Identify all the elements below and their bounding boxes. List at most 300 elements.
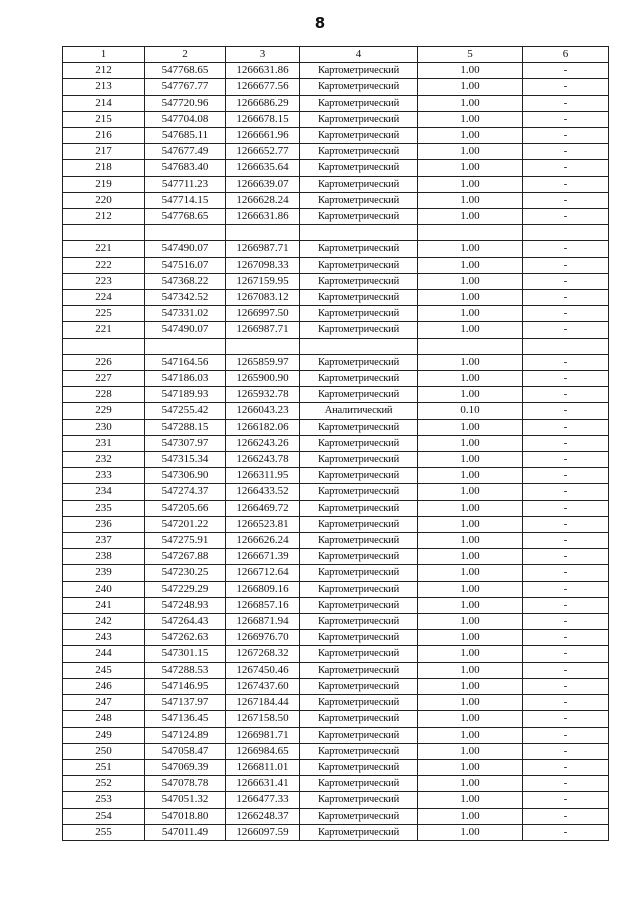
x-coordinate-cell: 547124.89 bbox=[145, 727, 226, 743]
point-number-cell: 217 bbox=[63, 144, 145, 160]
accuracy-cell: 1.00 bbox=[418, 160, 523, 176]
point-number-cell: 215 bbox=[63, 111, 145, 127]
y-coordinate-cell: 1266631.86 bbox=[226, 63, 300, 79]
table-row bbox=[63, 565, 609, 581]
note-cell: - bbox=[523, 144, 609, 160]
accuracy-cell: 1.00 bbox=[418, 533, 523, 549]
y-coordinate-cell: 1266811.01 bbox=[226, 759, 300, 775]
y-coordinate-cell: 1266523.81 bbox=[226, 516, 300, 532]
y-coordinate-cell: 1266809.16 bbox=[226, 581, 300, 597]
y-coordinate-cell: 1266243.26 bbox=[226, 435, 300, 451]
method-cell: Картометрический bbox=[300, 695, 418, 711]
x-coordinate-cell: 547301.15 bbox=[145, 646, 226, 662]
note-cell: - bbox=[523, 695, 609, 711]
method-cell: Картометрический bbox=[300, 63, 418, 79]
table-row bbox=[63, 257, 609, 273]
x-coordinate-cell: 547205.66 bbox=[145, 500, 226, 516]
coordinates-table bbox=[62, 46, 609, 841]
y-coordinate-cell: 1267268.32 bbox=[226, 646, 300, 662]
note-cell: - bbox=[523, 500, 609, 516]
point-number-cell bbox=[63, 225, 145, 241]
accuracy-cell: 1.00 bbox=[418, 387, 523, 403]
accuracy-cell: 1.00 bbox=[418, 209, 523, 225]
point-number-cell: 218 bbox=[63, 160, 145, 176]
method-cell: Картометрический bbox=[300, 79, 418, 95]
point-number-cell: 252 bbox=[63, 776, 145, 792]
x-coordinate-cell: 547767.77 bbox=[145, 79, 226, 95]
point-number-cell: 220 bbox=[63, 192, 145, 208]
method-cell: Картометрический bbox=[300, 549, 418, 565]
accuracy-cell: 1.00 bbox=[418, 662, 523, 678]
method-cell: Картометрический bbox=[300, 468, 418, 484]
point-number-cell: 251 bbox=[63, 759, 145, 775]
method-cell bbox=[300, 338, 418, 354]
x-coordinate-cell: 547315.34 bbox=[145, 452, 226, 468]
y-coordinate-cell: 1267098.33 bbox=[226, 257, 300, 273]
table-row bbox=[63, 630, 609, 646]
accuracy-cell: 1.00 bbox=[418, 549, 523, 565]
note-cell: - bbox=[523, 176, 609, 192]
accuracy-cell: 1.00 bbox=[418, 678, 523, 694]
table-row bbox=[63, 144, 609, 160]
y-coordinate-cell: 1266987.71 bbox=[226, 241, 300, 257]
x-coordinate-cell: 547248.93 bbox=[145, 597, 226, 613]
table-row bbox=[63, 678, 609, 694]
method-cell: Картометрический bbox=[300, 354, 418, 370]
method-cell: Картометрический bbox=[300, 808, 418, 824]
method-cell: Картометрический bbox=[300, 452, 418, 468]
x-coordinate-cell: 547288.53 bbox=[145, 662, 226, 678]
accuracy-cell: 1.00 bbox=[418, 452, 523, 468]
point-number-cell: 249 bbox=[63, 727, 145, 743]
y-coordinate-cell: 1267159.95 bbox=[226, 273, 300, 289]
note-cell bbox=[523, 338, 609, 354]
x-coordinate-cell: 547342.52 bbox=[145, 290, 226, 306]
table-row bbox=[63, 727, 609, 743]
method-cell: Картометрический bbox=[300, 387, 418, 403]
point-number-cell: 239 bbox=[63, 565, 145, 581]
table-row bbox=[63, 403, 609, 419]
table-row bbox=[63, 824, 609, 840]
point-number-cell: 232 bbox=[63, 452, 145, 468]
y-coordinate-cell: 1266981.71 bbox=[226, 727, 300, 743]
accuracy-cell: 1.00 bbox=[418, 808, 523, 824]
point-number-cell: 224 bbox=[63, 290, 145, 306]
y-coordinate-cell: 1266433.52 bbox=[226, 484, 300, 500]
note-cell: - bbox=[523, 597, 609, 613]
table-row bbox=[63, 241, 609, 257]
note-cell: - bbox=[523, 808, 609, 824]
table-row bbox=[63, 306, 609, 322]
table-row bbox=[63, 662, 609, 678]
y-coordinate-cell: 1266477.33 bbox=[226, 792, 300, 808]
note-cell: - bbox=[523, 533, 609, 549]
accuracy-cell: 1.00 bbox=[418, 371, 523, 387]
accuracy-cell: 1.00 bbox=[418, 597, 523, 613]
x-coordinate-cell: 547307.97 bbox=[145, 435, 226, 451]
table-row bbox=[63, 354, 609, 370]
y-coordinate-cell: 1266635.64 bbox=[226, 160, 300, 176]
y-coordinate-cell: 1266997.50 bbox=[226, 306, 300, 322]
table-row bbox=[63, 614, 609, 630]
table-row bbox=[63, 371, 609, 387]
point-number-cell: 213 bbox=[63, 79, 145, 95]
note-cell: - bbox=[523, 549, 609, 565]
y-coordinate-cell: 1266652.77 bbox=[226, 144, 300, 160]
header-cell: 5 bbox=[418, 47, 523, 63]
accuracy-cell bbox=[418, 225, 523, 241]
accuracy-cell: 1.00 bbox=[418, 176, 523, 192]
y-coordinate-cell: 1266678.15 bbox=[226, 111, 300, 127]
table-row bbox=[63, 500, 609, 516]
note-cell: - bbox=[523, 435, 609, 451]
accuracy-cell: 1.00 bbox=[418, 630, 523, 646]
table-row bbox=[63, 95, 609, 111]
x-coordinate-cell: 547229.29 bbox=[145, 581, 226, 597]
point-number-cell: 244 bbox=[63, 646, 145, 662]
table-row bbox=[63, 63, 609, 79]
table-row bbox=[63, 419, 609, 435]
table-row bbox=[63, 209, 609, 225]
table-body bbox=[63, 63, 609, 841]
y-coordinate-cell: 1266628.24 bbox=[226, 192, 300, 208]
y-coordinate-cell: 1265900.90 bbox=[226, 371, 300, 387]
method-cell: Картометрический bbox=[300, 614, 418, 630]
point-number-cell: 245 bbox=[63, 662, 145, 678]
point-number-cell: 234 bbox=[63, 484, 145, 500]
x-coordinate-cell: 547011.49 bbox=[145, 824, 226, 840]
y-coordinate-cell: 1266631.41 bbox=[226, 776, 300, 792]
point-number-cell: 214 bbox=[63, 95, 145, 111]
method-cell: Картометрический bbox=[300, 371, 418, 387]
point-number-cell: 250 bbox=[63, 743, 145, 759]
header-row bbox=[63, 47, 609, 63]
x-coordinate-cell: 547164.56 bbox=[145, 354, 226, 370]
table-row bbox=[63, 111, 609, 127]
x-coordinate-cell: 547677.49 bbox=[145, 144, 226, 160]
y-coordinate-cell: 1266686.29 bbox=[226, 95, 300, 111]
method-cell: Картометрический bbox=[300, 516, 418, 532]
note-cell: - bbox=[523, 516, 609, 532]
table-row bbox=[63, 273, 609, 289]
accuracy-cell: 1.00 bbox=[418, 565, 523, 581]
x-coordinate-cell: 547146.95 bbox=[145, 678, 226, 694]
method-cell: Картометрический bbox=[300, 711, 418, 727]
y-coordinate-cell: 1266976.70 bbox=[226, 630, 300, 646]
x-coordinate-cell: 547704.08 bbox=[145, 111, 226, 127]
header-cell: 6 bbox=[523, 47, 609, 63]
y-coordinate-cell: 1267158.50 bbox=[226, 711, 300, 727]
point-number-cell: 235 bbox=[63, 500, 145, 516]
x-coordinate-cell: 547069.39 bbox=[145, 759, 226, 775]
x-coordinate-cell: 547490.07 bbox=[145, 241, 226, 257]
note-cell: - bbox=[523, 759, 609, 775]
accuracy-cell: 1.00 bbox=[418, 128, 523, 144]
header-cell: 4 bbox=[300, 47, 418, 63]
accuracy-cell: 0.10 bbox=[418, 403, 523, 419]
accuracy-cell: 1.00 bbox=[418, 144, 523, 160]
x-coordinate-cell: 547714.15 bbox=[145, 192, 226, 208]
x-coordinate-cell: 547711.23 bbox=[145, 176, 226, 192]
note-cell: - bbox=[523, 95, 609, 111]
method-cell: Картометрический bbox=[300, 257, 418, 273]
table-row bbox=[63, 176, 609, 192]
note-cell: - bbox=[523, 128, 609, 144]
point-number-cell: 243 bbox=[63, 630, 145, 646]
point-number-cell: 242 bbox=[63, 614, 145, 630]
point-number-cell: 223 bbox=[63, 273, 145, 289]
accuracy-cell: 1.00 bbox=[418, 484, 523, 500]
accuracy-cell: 1.00 bbox=[418, 759, 523, 775]
table-row bbox=[63, 225, 609, 241]
x-coordinate-cell: 547186.03 bbox=[145, 371, 226, 387]
y-coordinate-cell: 1266311.95 bbox=[226, 468, 300, 484]
x-coordinate-cell: 547368.22 bbox=[145, 273, 226, 289]
accuracy-cell: 1.00 bbox=[418, 95, 523, 111]
point-number-cell: 222 bbox=[63, 257, 145, 273]
x-coordinate-cell: 547201.22 bbox=[145, 516, 226, 532]
y-coordinate-cell bbox=[226, 338, 300, 354]
note-cell: - bbox=[523, 111, 609, 127]
x-coordinate-cell: 547306.90 bbox=[145, 468, 226, 484]
point-number-cell: 225 bbox=[63, 306, 145, 322]
y-coordinate-cell: 1266182.06 bbox=[226, 419, 300, 435]
method-cell: Картометрический bbox=[300, 824, 418, 840]
header-cell: 3 bbox=[226, 47, 300, 63]
y-coordinate-cell: 1266661.96 bbox=[226, 128, 300, 144]
table-row bbox=[63, 79, 609, 95]
y-coordinate-cell: 1266639.07 bbox=[226, 176, 300, 192]
table-row bbox=[63, 435, 609, 451]
x-coordinate-cell: 547078.78 bbox=[145, 776, 226, 792]
note-cell: - bbox=[523, 743, 609, 759]
method-cell: Картометрический bbox=[300, 500, 418, 516]
table-row bbox=[63, 290, 609, 306]
note-cell: - bbox=[523, 371, 609, 387]
table-row bbox=[63, 581, 609, 597]
note-cell: - bbox=[523, 403, 609, 419]
point-number-cell: 237 bbox=[63, 533, 145, 549]
note-cell: - bbox=[523, 581, 609, 597]
y-coordinate-cell: 1266248.37 bbox=[226, 808, 300, 824]
note-cell: - bbox=[523, 387, 609, 403]
x-coordinate-cell: 547018.80 bbox=[145, 808, 226, 824]
method-cell: Картометрический bbox=[300, 597, 418, 613]
x-coordinate-cell: 547264.43 bbox=[145, 614, 226, 630]
point-number-cell: 247 bbox=[63, 695, 145, 711]
x-coordinate-cell: 547230.25 bbox=[145, 565, 226, 581]
accuracy-cell: 1.00 bbox=[418, 290, 523, 306]
table-row bbox=[63, 128, 609, 144]
accuracy-cell: 1.00 bbox=[418, 63, 523, 79]
table-row bbox=[63, 387, 609, 403]
y-coordinate-cell: 1267083.12 bbox=[226, 290, 300, 306]
note-cell: - bbox=[523, 241, 609, 257]
accuracy-cell: 1.00 bbox=[418, 111, 523, 127]
point-number-cell: 233 bbox=[63, 468, 145, 484]
y-coordinate-cell: 1266631.86 bbox=[226, 209, 300, 225]
table-row bbox=[63, 646, 609, 662]
point-number-cell: 216 bbox=[63, 128, 145, 144]
method-cell: Картометрический bbox=[300, 678, 418, 694]
note-cell: - bbox=[523, 419, 609, 435]
table-row bbox=[63, 549, 609, 565]
note-cell: - bbox=[523, 824, 609, 840]
x-coordinate-cell: 547136.45 bbox=[145, 711, 226, 727]
method-cell: Картометрический bbox=[300, 176, 418, 192]
y-coordinate-cell: 1266469.72 bbox=[226, 500, 300, 516]
note-cell: - bbox=[523, 273, 609, 289]
note-cell: - bbox=[523, 678, 609, 694]
point-number-cell: 228 bbox=[63, 387, 145, 403]
x-coordinate-cell: 547189.93 bbox=[145, 387, 226, 403]
method-cell: Картометрический bbox=[300, 792, 418, 808]
accuracy-cell: 1.00 bbox=[418, 500, 523, 516]
note-cell: - bbox=[523, 290, 609, 306]
method-cell: Картометрический bbox=[300, 322, 418, 338]
accuracy-cell: 1.00 bbox=[418, 727, 523, 743]
point-number-cell: 219 bbox=[63, 176, 145, 192]
x-coordinate-cell bbox=[145, 338, 226, 354]
note-cell: - bbox=[523, 630, 609, 646]
note-cell: - bbox=[523, 727, 609, 743]
accuracy-cell: 1.00 bbox=[418, 516, 523, 532]
method-cell: Картометрический bbox=[300, 646, 418, 662]
y-coordinate-cell: 1266243.78 bbox=[226, 452, 300, 468]
table-row bbox=[63, 711, 609, 727]
accuracy-cell: 1.00 bbox=[418, 743, 523, 759]
method-cell: Картометрический bbox=[300, 662, 418, 678]
y-coordinate-cell: 1266871.94 bbox=[226, 614, 300, 630]
table-row bbox=[63, 516, 609, 532]
accuracy-cell: 1.00 bbox=[418, 435, 523, 451]
point-number-cell: 229 bbox=[63, 403, 145, 419]
accuracy-cell: 1.00 bbox=[418, 711, 523, 727]
y-coordinate-cell: 1267184.44 bbox=[226, 695, 300, 711]
x-coordinate-cell: 547275.91 bbox=[145, 533, 226, 549]
method-cell: Картометрический bbox=[300, 533, 418, 549]
table-row bbox=[63, 322, 609, 338]
y-coordinate-cell: 1265859.97 bbox=[226, 354, 300, 370]
x-coordinate-cell: 547331.02 bbox=[145, 306, 226, 322]
point-number-cell: 226 bbox=[63, 354, 145, 370]
note-cell: - bbox=[523, 646, 609, 662]
x-coordinate-cell: 547051.32 bbox=[145, 792, 226, 808]
table-row bbox=[63, 192, 609, 208]
accuracy-cell: 1.00 bbox=[418, 257, 523, 273]
accuracy-cell: 1.00 bbox=[418, 322, 523, 338]
y-coordinate-cell: 1266677.56 bbox=[226, 79, 300, 95]
x-coordinate-cell: 547768.65 bbox=[145, 209, 226, 225]
point-number-cell: 227 bbox=[63, 371, 145, 387]
note-cell: - bbox=[523, 452, 609, 468]
accuracy-cell: 1.00 bbox=[418, 824, 523, 840]
point-number-cell: 241 bbox=[63, 597, 145, 613]
x-coordinate-cell: 547516.07 bbox=[145, 257, 226, 273]
note-cell: - bbox=[523, 468, 609, 484]
table-row bbox=[63, 808, 609, 824]
note-cell: - bbox=[523, 484, 609, 500]
point-number-cell: 248 bbox=[63, 711, 145, 727]
x-coordinate-cell: 547720.96 bbox=[145, 95, 226, 111]
point-number-cell: 238 bbox=[63, 549, 145, 565]
y-coordinate-cell: 1266626.24 bbox=[226, 533, 300, 549]
method-cell: Картометрический bbox=[300, 241, 418, 257]
accuracy-cell: 1.00 bbox=[418, 273, 523, 289]
y-coordinate-cell: 1266712.64 bbox=[226, 565, 300, 581]
point-number-cell: 231 bbox=[63, 435, 145, 451]
table-row bbox=[63, 776, 609, 792]
table-row bbox=[63, 452, 609, 468]
x-coordinate-cell: 547274.37 bbox=[145, 484, 226, 500]
note-cell bbox=[523, 225, 609, 241]
table-row bbox=[63, 759, 609, 775]
method-cell: Картометрический bbox=[300, 209, 418, 225]
y-coordinate-cell: 1266857.16 bbox=[226, 597, 300, 613]
table-row bbox=[63, 160, 609, 176]
table-row bbox=[63, 695, 609, 711]
note-cell: - bbox=[523, 160, 609, 176]
x-coordinate-cell: 547255.42 bbox=[145, 403, 226, 419]
note-cell: - bbox=[523, 322, 609, 338]
method-cell bbox=[300, 225, 418, 241]
method-cell: Картометрический bbox=[300, 128, 418, 144]
accuracy-cell: 1.00 bbox=[418, 581, 523, 597]
method-cell: Картометрический bbox=[300, 144, 418, 160]
note-cell: - bbox=[523, 192, 609, 208]
y-coordinate-cell: 1266097.59 bbox=[226, 824, 300, 840]
method-cell: Картометрический bbox=[300, 95, 418, 111]
accuracy-cell: 1.00 bbox=[418, 354, 523, 370]
method-cell: Картометрический bbox=[300, 630, 418, 646]
point-number-cell: 230 bbox=[63, 419, 145, 435]
point-number-cell: 221 bbox=[63, 241, 145, 257]
point-number-cell: 212 bbox=[63, 209, 145, 225]
x-coordinate-cell: 547683.40 bbox=[145, 160, 226, 176]
note-cell: - bbox=[523, 257, 609, 273]
method-cell: Картометрический bbox=[300, 160, 418, 176]
method-cell: Картометрический bbox=[300, 419, 418, 435]
x-coordinate-cell: 547267.88 bbox=[145, 549, 226, 565]
note-cell: - bbox=[523, 565, 609, 581]
y-coordinate-cell: 1267450.46 bbox=[226, 662, 300, 678]
note-cell: - bbox=[523, 711, 609, 727]
accuracy-cell: 1.00 bbox=[418, 695, 523, 711]
note-cell: - bbox=[523, 209, 609, 225]
method-cell: Картометрический bbox=[300, 727, 418, 743]
method-cell: Аналитический bbox=[300, 403, 418, 419]
page-number: 8 bbox=[314, 14, 326, 32]
method-cell: Картометрический bbox=[300, 565, 418, 581]
y-coordinate-cell: 1266043.23 bbox=[226, 403, 300, 419]
point-number-cell: 255 bbox=[63, 824, 145, 840]
note-cell: - bbox=[523, 614, 609, 630]
table-row bbox=[63, 743, 609, 759]
table-row bbox=[63, 484, 609, 500]
x-coordinate-cell: 547685.11 bbox=[145, 128, 226, 144]
header-cell: 2 bbox=[145, 47, 226, 63]
accuracy-cell: 1.00 bbox=[418, 192, 523, 208]
method-cell: Картометрический bbox=[300, 743, 418, 759]
table-row bbox=[63, 792, 609, 808]
note-cell: - bbox=[523, 79, 609, 95]
y-coordinate-cell: 1266671.39 bbox=[226, 549, 300, 565]
point-number-cell: 212 bbox=[63, 63, 145, 79]
table-row bbox=[63, 533, 609, 549]
point-number-cell: 236 bbox=[63, 516, 145, 532]
accuracy-cell: 1.00 bbox=[418, 419, 523, 435]
accuracy-cell: 1.00 bbox=[418, 792, 523, 808]
